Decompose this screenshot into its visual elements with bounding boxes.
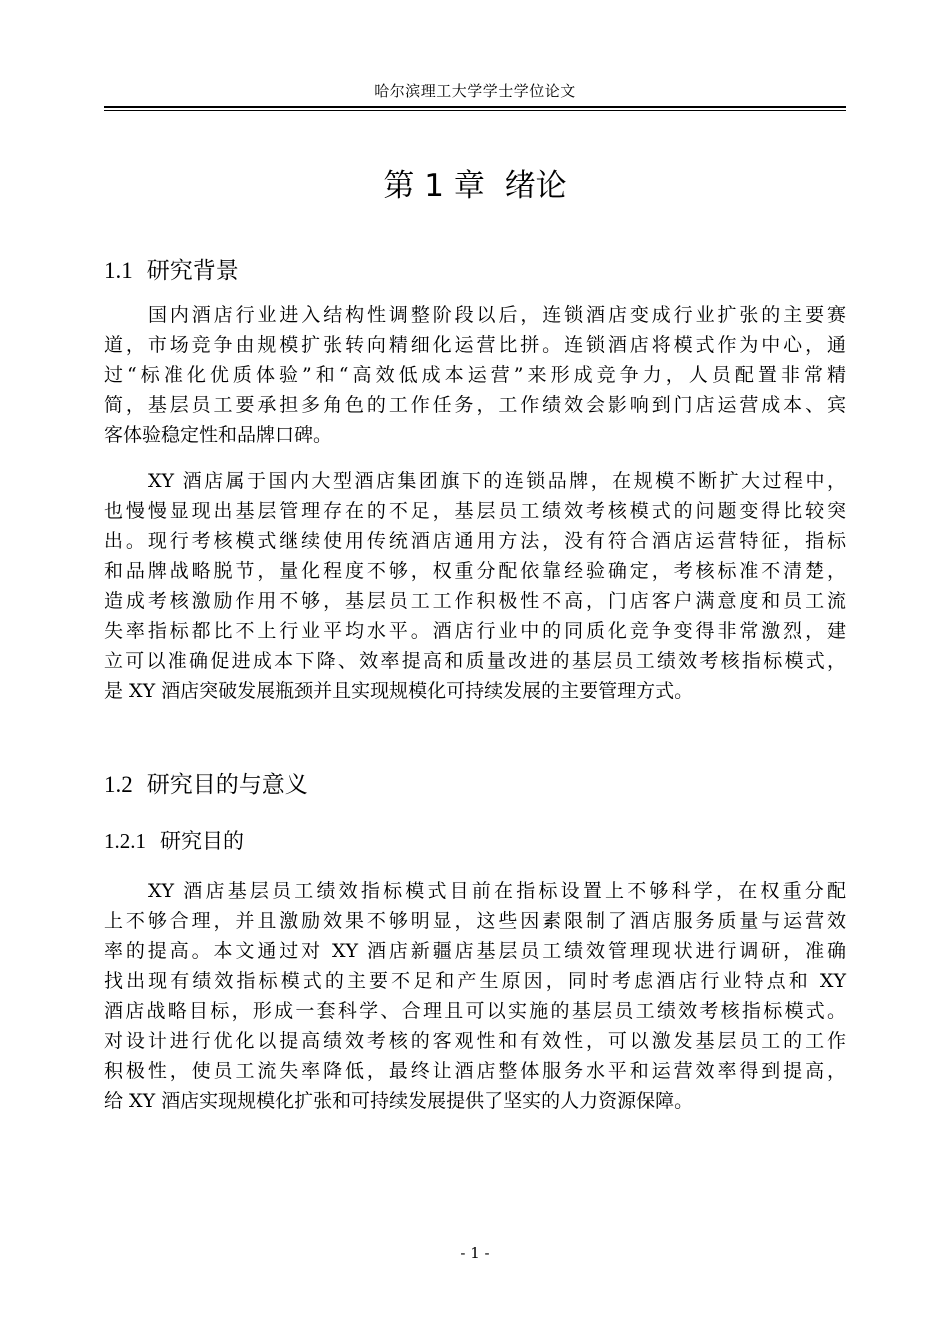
chapter-name: 绪论 — [504, 168, 567, 204]
subsection-title: 研究目的 — [160, 829, 244, 853]
page-number: - 1 - — [460, 1244, 490, 1262]
text-line: 立可以准确促进成本下降、效率提高和质量改进的基层员工绩效考核指标模式， — [104, 650, 846, 672]
text-line: 也慢慢显现出基层管理存在的不足，基层员工绩效考核模式的问题变得比较突 — [104, 500, 846, 522]
text-line: 国内酒店行业进入结构性调整阶段以后，连锁酒店变成行业扩张的主要赛 — [148, 304, 846, 326]
text-line: XY 酒店属于国内大型酒店集团旗下的连锁品牌，在规模不断扩大过程中， — [148, 470, 846, 492]
text-line: 对设计进行优化以提高绩效考核的客观性和有效性，可以激发基层员工的工作 — [104, 1030, 846, 1052]
text-line: 和品牌战略脱节，量化程度不够，权重分配依靠经验确定，考核标准不清楚， — [104, 560, 846, 582]
text-line: 上不够合理，并且激励效果不够明显，这些因素限制了酒店服务质量与运营效 — [104, 910, 846, 932]
text-line: 过“标准化优质体验”和“高效低成本运营”来形成竞争力，人员配置非常精 — [104, 364, 846, 386]
paragraph-background-2 — [104, 466, 846, 706]
text-line: 积极性，使员工流失率降低，最终让酒店整体服务水平和运营效率得到提高， — [104, 1060, 846, 1082]
section-heading-1-1 — [104, 252, 239, 285]
section-heading-1-2 — [104, 766, 308, 799]
paragraph-background-1 — [104, 300, 846, 450]
text-line: 酒店战略目标，形成一套科学、合理且可以实施的基层员工绩效考核指标模式。 — [104, 1000, 846, 1022]
text-line: 造成考核激励作用不够，基层员工工作积极性不高，门店客户满意度和员工流 — [104, 590, 846, 612]
header-rule-thin — [104, 110, 846, 111]
chapter-title — [104, 160, 846, 205]
text-line: 客体验稳定性和品牌口碑。 — [104, 424, 333, 446]
text-line: 是 XY 酒店突破发展瓶颈并且实现规模化可持续发展的主要管理方式。 — [104, 680, 694, 702]
subsection-number: 1.2.1 — [104, 829, 146, 853]
text-line: 出。现行考核模式继续使用传统酒店通用方法，没有符合酒店运营特征，指标 — [104, 530, 846, 552]
chapter-number: 第 1 章 — [383, 168, 485, 204]
section-title: 研究背景 — [146, 258, 239, 284]
section-title: 研究目的与意义 — [146, 772, 308, 798]
subsection-heading-1-2-1 — [104, 825, 244, 855]
text-line: 简，基层员工要承担多角色的工作任务，工作绩效会影响到门店运营成本、宾 — [104, 394, 846, 416]
text-line: XY 酒店基层员工绩效指标模式目前在指标设置上不够科学，在权重分配 — [148, 880, 846, 902]
text-line: 失率指标都比不上行业平均水平。酒店行业中的同质化竞争变得非常激烈，建 — [104, 620, 846, 642]
paragraph-purpose — [104, 876, 846, 1116]
text-line: 道，市场竞争由规模扩张转向精细化运营比拼。连锁酒店将模式作为中心，通 — [104, 334, 846, 356]
running-header: 哈尔滨理工大学学士学位论文 — [374, 82, 576, 100]
section-number: 1.2 — [104, 772, 133, 797]
text-line: 给 XY 酒店实现规模化扩张和可持续发展提供了坚实的人力资源保障。 — [104, 1090, 694, 1112]
text-line: 找出现有绩效指标模式的主要不足和产生原因，同时考虑酒店行业特点和 XY — [104, 970, 846, 992]
section-number: 1.1 — [104, 258, 133, 283]
text-line: 率的提高。本文通过对 XY 酒店新疆店基层员工绩效管理现状进行调研，准确 — [104, 940, 846, 962]
header-rule — [104, 106, 846, 108]
